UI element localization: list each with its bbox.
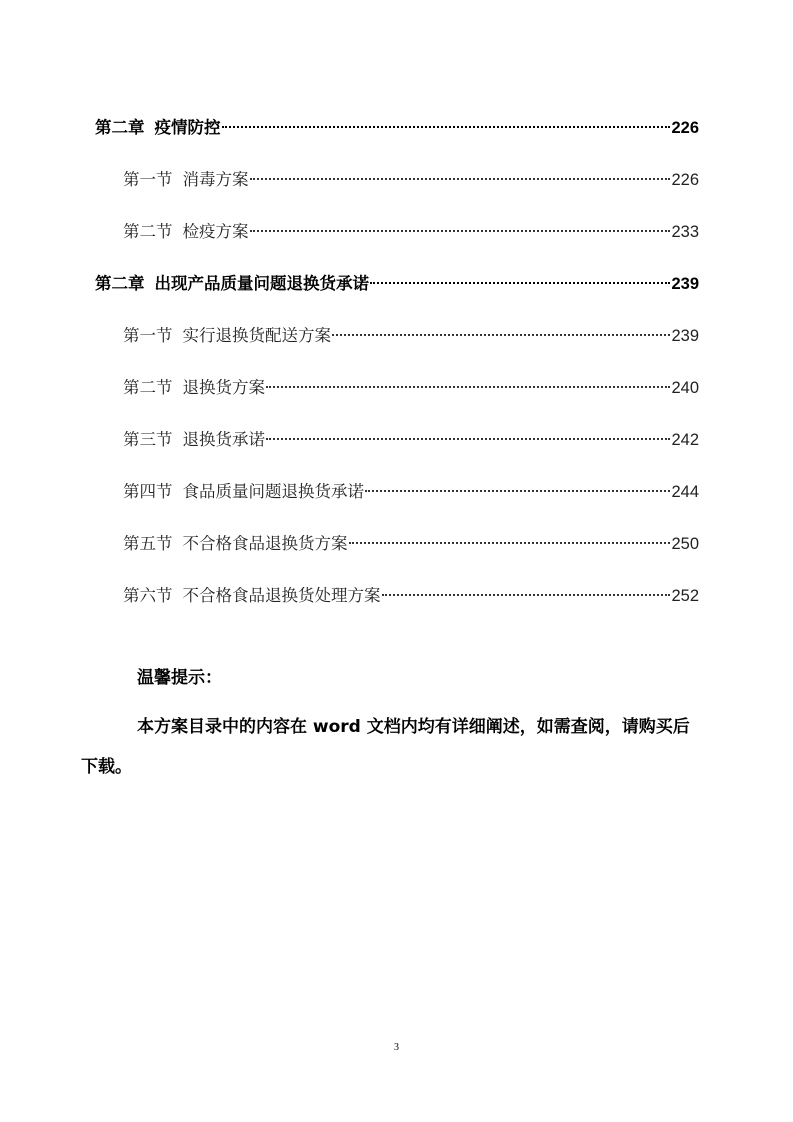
toc-title: 消毒方案: [182, 170, 249, 189]
dot-leader: [266, 423, 670, 445]
toc-title: 实行退换货配送方案: [182, 326, 331, 345]
toc-page-number: 226: [671, 119, 699, 137]
toc-entry-chapter[interactable]: [95, 267, 699, 295]
toc-entry-section[interactable]: [123, 163, 699, 191]
toc-number: 第一节: [123, 326, 173, 345]
toc-title: 检疫方案: [182, 222, 249, 241]
toc-title: 不合格食品退换货方案: [182, 534, 348, 553]
dot-leader: [250, 163, 671, 185]
toc-page-number: 226: [671, 171, 699, 189]
dot-leader: [332, 319, 670, 341]
toc-number: 第二章: [95, 274, 145, 293]
toc-page-number: 252: [671, 587, 699, 605]
toc-entry-section[interactable]: [123, 423, 699, 451]
toc-number: 第五节: [123, 534, 173, 553]
page-number: 3: [394, 1042, 399, 1053]
dot-leader: [349, 527, 671, 549]
dot-leader: [370, 267, 670, 289]
tip-paragraph: 本方案目录中的内容在 word 文档内均有详细阐述，如需查阅，请购买后下载。: [81, 717, 690, 777]
toc-entry-section[interactable]: [123, 579, 699, 607]
toc-entry-section[interactable]: [123, 319, 699, 347]
toc-number: 第六节: [123, 586, 173, 605]
toc-page-number: 250: [671, 535, 699, 553]
toc-entry-section[interactable]: [123, 527, 699, 555]
toc-page-number: 233: [671, 223, 699, 241]
toc-page-number: 240: [671, 379, 699, 397]
toc-title: 食品质量问题退换货承诺: [182, 482, 364, 501]
toc-number: 第一节: [123, 170, 173, 189]
toc-number: 第二节: [123, 222, 173, 241]
toc-number: 第三节: [123, 430, 173, 449]
toc-number: 第二章: [95, 118, 145, 137]
toc-page-number: 239: [671, 327, 699, 345]
toc-entry-section[interactable]: [123, 475, 699, 503]
toc-entry-chapter[interactable]: [95, 111, 699, 139]
toc-page-number: 244: [671, 483, 699, 501]
toc-page-number: 242: [671, 431, 699, 449]
dot-leader: [222, 111, 671, 133]
toc-title: 退换货承诺: [182, 430, 265, 449]
toc-title: 不合格食品退换货处理方案: [182, 586, 381, 605]
tip-heading: 温馨提示：: [137, 668, 222, 688]
toc-number: 第四节: [123, 482, 173, 501]
toc-entry-section[interactable]: [123, 371, 699, 399]
dot-leader: [250, 215, 671, 237]
toc-number: 第二节: [123, 378, 173, 397]
toc-page-number: 239: [671, 275, 699, 293]
toc-title: 退换货方案: [182, 378, 265, 397]
dot-leader: [382, 579, 671, 601]
dot-leader: [365, 475, 670, 497]
toc-title: 疫情防控: [154, 118, 221, 137]
toc-entry-section[interactable]: [123, 215, 699, 243]
dot-leader: [266, 371, 670, 393]
toc-title: 出现产品质量问题退换货承诺: [154, 274, 369, 293]
